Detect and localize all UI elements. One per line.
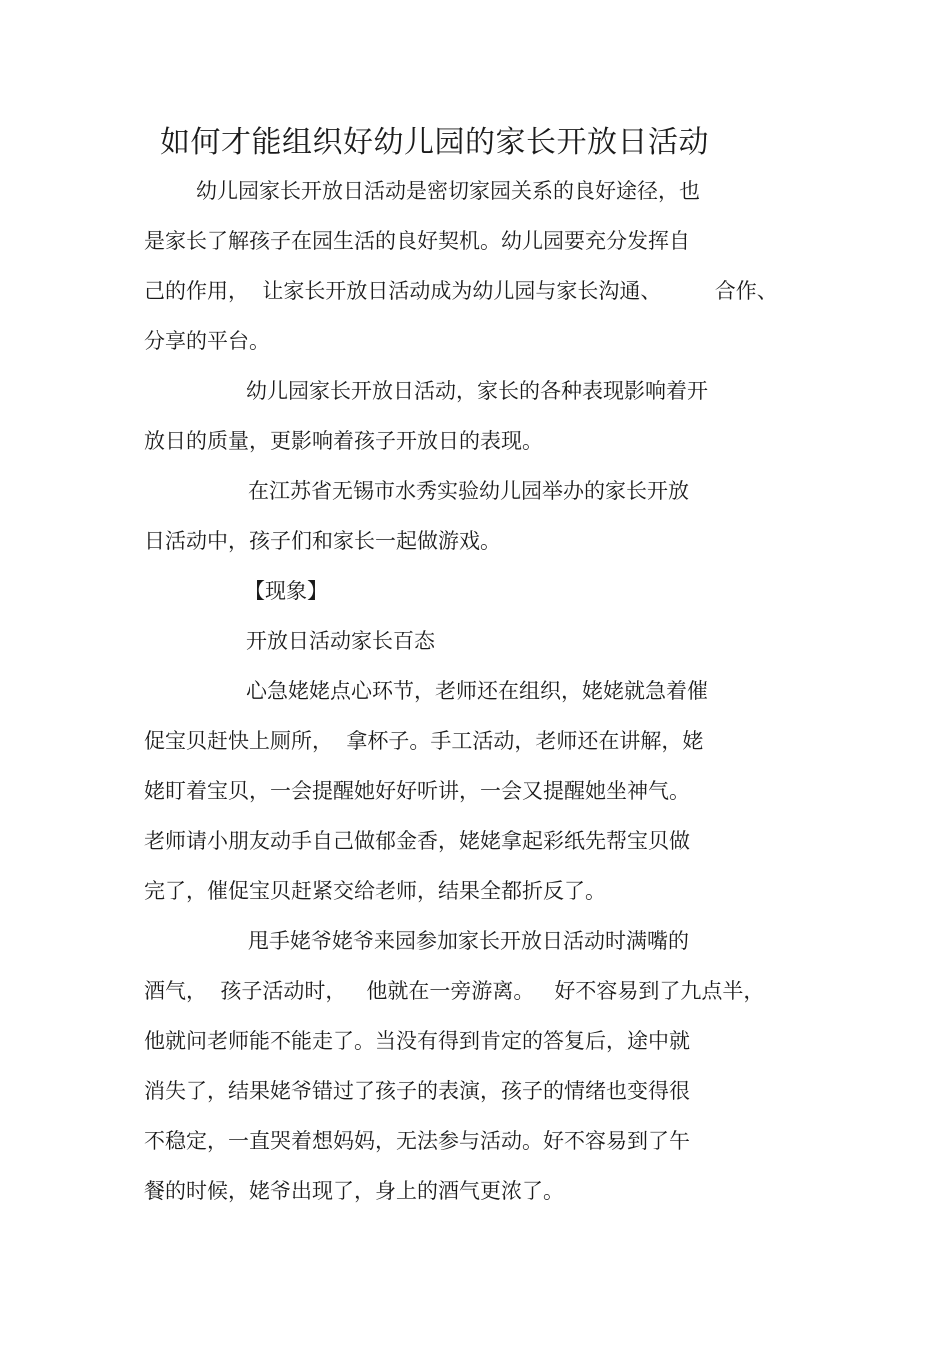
- text-line-5: 幼儿园家长开放日活动，家长的各种表现影响着开: [246, 379, 708, 403]
- text-line-16: 甩手姥爷姥爷来园参加家长开放日活动时满嘴的: [248, 929, 689, 953]
- text-line-3: 己的作用， 让家长开放日活动成为幼儿园与家长沟通、 合作、: [144, 279, 778, 303]
- text-line-1: 幼儿园家长开放日活动是密切家园关系的良好途径，也: [196, 179, 700, 203]
- document-title: 如何才能组织好幼儿园的家长开放日活动: [160, 125, 709, 160]
- section-heading: 【现象】: [244, 579, 328, 603]
- text-line-2: 是家长了解孩子在园生活的良好契机。幼儿园要充分发挥自: [144, 229, 690, 253]
- text-line-8: 日活动中，孩子们和家长一起做游戏。: [144, 529, 501, 553]
- text-line-18: 他就问老师能不能走了。当没有得到肯定的答复后，途中就: [144, 1029, 690, 1053]
- text-line-17: 酒气， 孩子活动时， 他就在一旁游离。 好不容易到了九点半，: [144, 979, 765, 1003]
- text-line-6: 放日的质量，更影响着孩子开放日的表现。: [144, 429, 543, 453]
- text-line-7: 在江苏省无锡市水秀实验幼儿园举办的家长开放: [248, 479, 689, 503]
- text-line-11: 心急姥姥点心环节，老师还在组织，姥姥就急着催: [246, 679, 708, 703]
- text-line-19: 消失了，结果姥爷错过了孩子的表演，孩子的情绪也变得很: [144, 1079, 690, 1103]
- text-line-20: 不稳定，一直哭着想妈妈，无法参与活动。好不容易到了午: [144, 1129, 690, 1153]
- subheading: 开放日活动家长百态: [246, 629, 435, 653]
- text-line-4: 分享的平台。: [144, 329, 270, 353]
- text-line-15: 完了，催促宝贝赶紧交给老师，结果全都折反了。: [144, 879, 606, 903]
- text-line-12: 促宝贝赶快上厕所， 拿杯子。手工活动，老师还在讲解，姥: [144, 729, 704, 753]
- text-line-14: 老师请小朋友动手自己做郁金香，姥姥拿起彩纸先帮宝贝做: [144, 829, 690, 853]
- text-line-21: 餐的时候，姥爷出现了，身上的酒气更浓了。: [144, 1179, 564, 1203]
- text-line-13: 姥盯着宝贝，一会提醒她好好听讲，一会又提醒她坐神气。: [144, 779, 690, 803]
